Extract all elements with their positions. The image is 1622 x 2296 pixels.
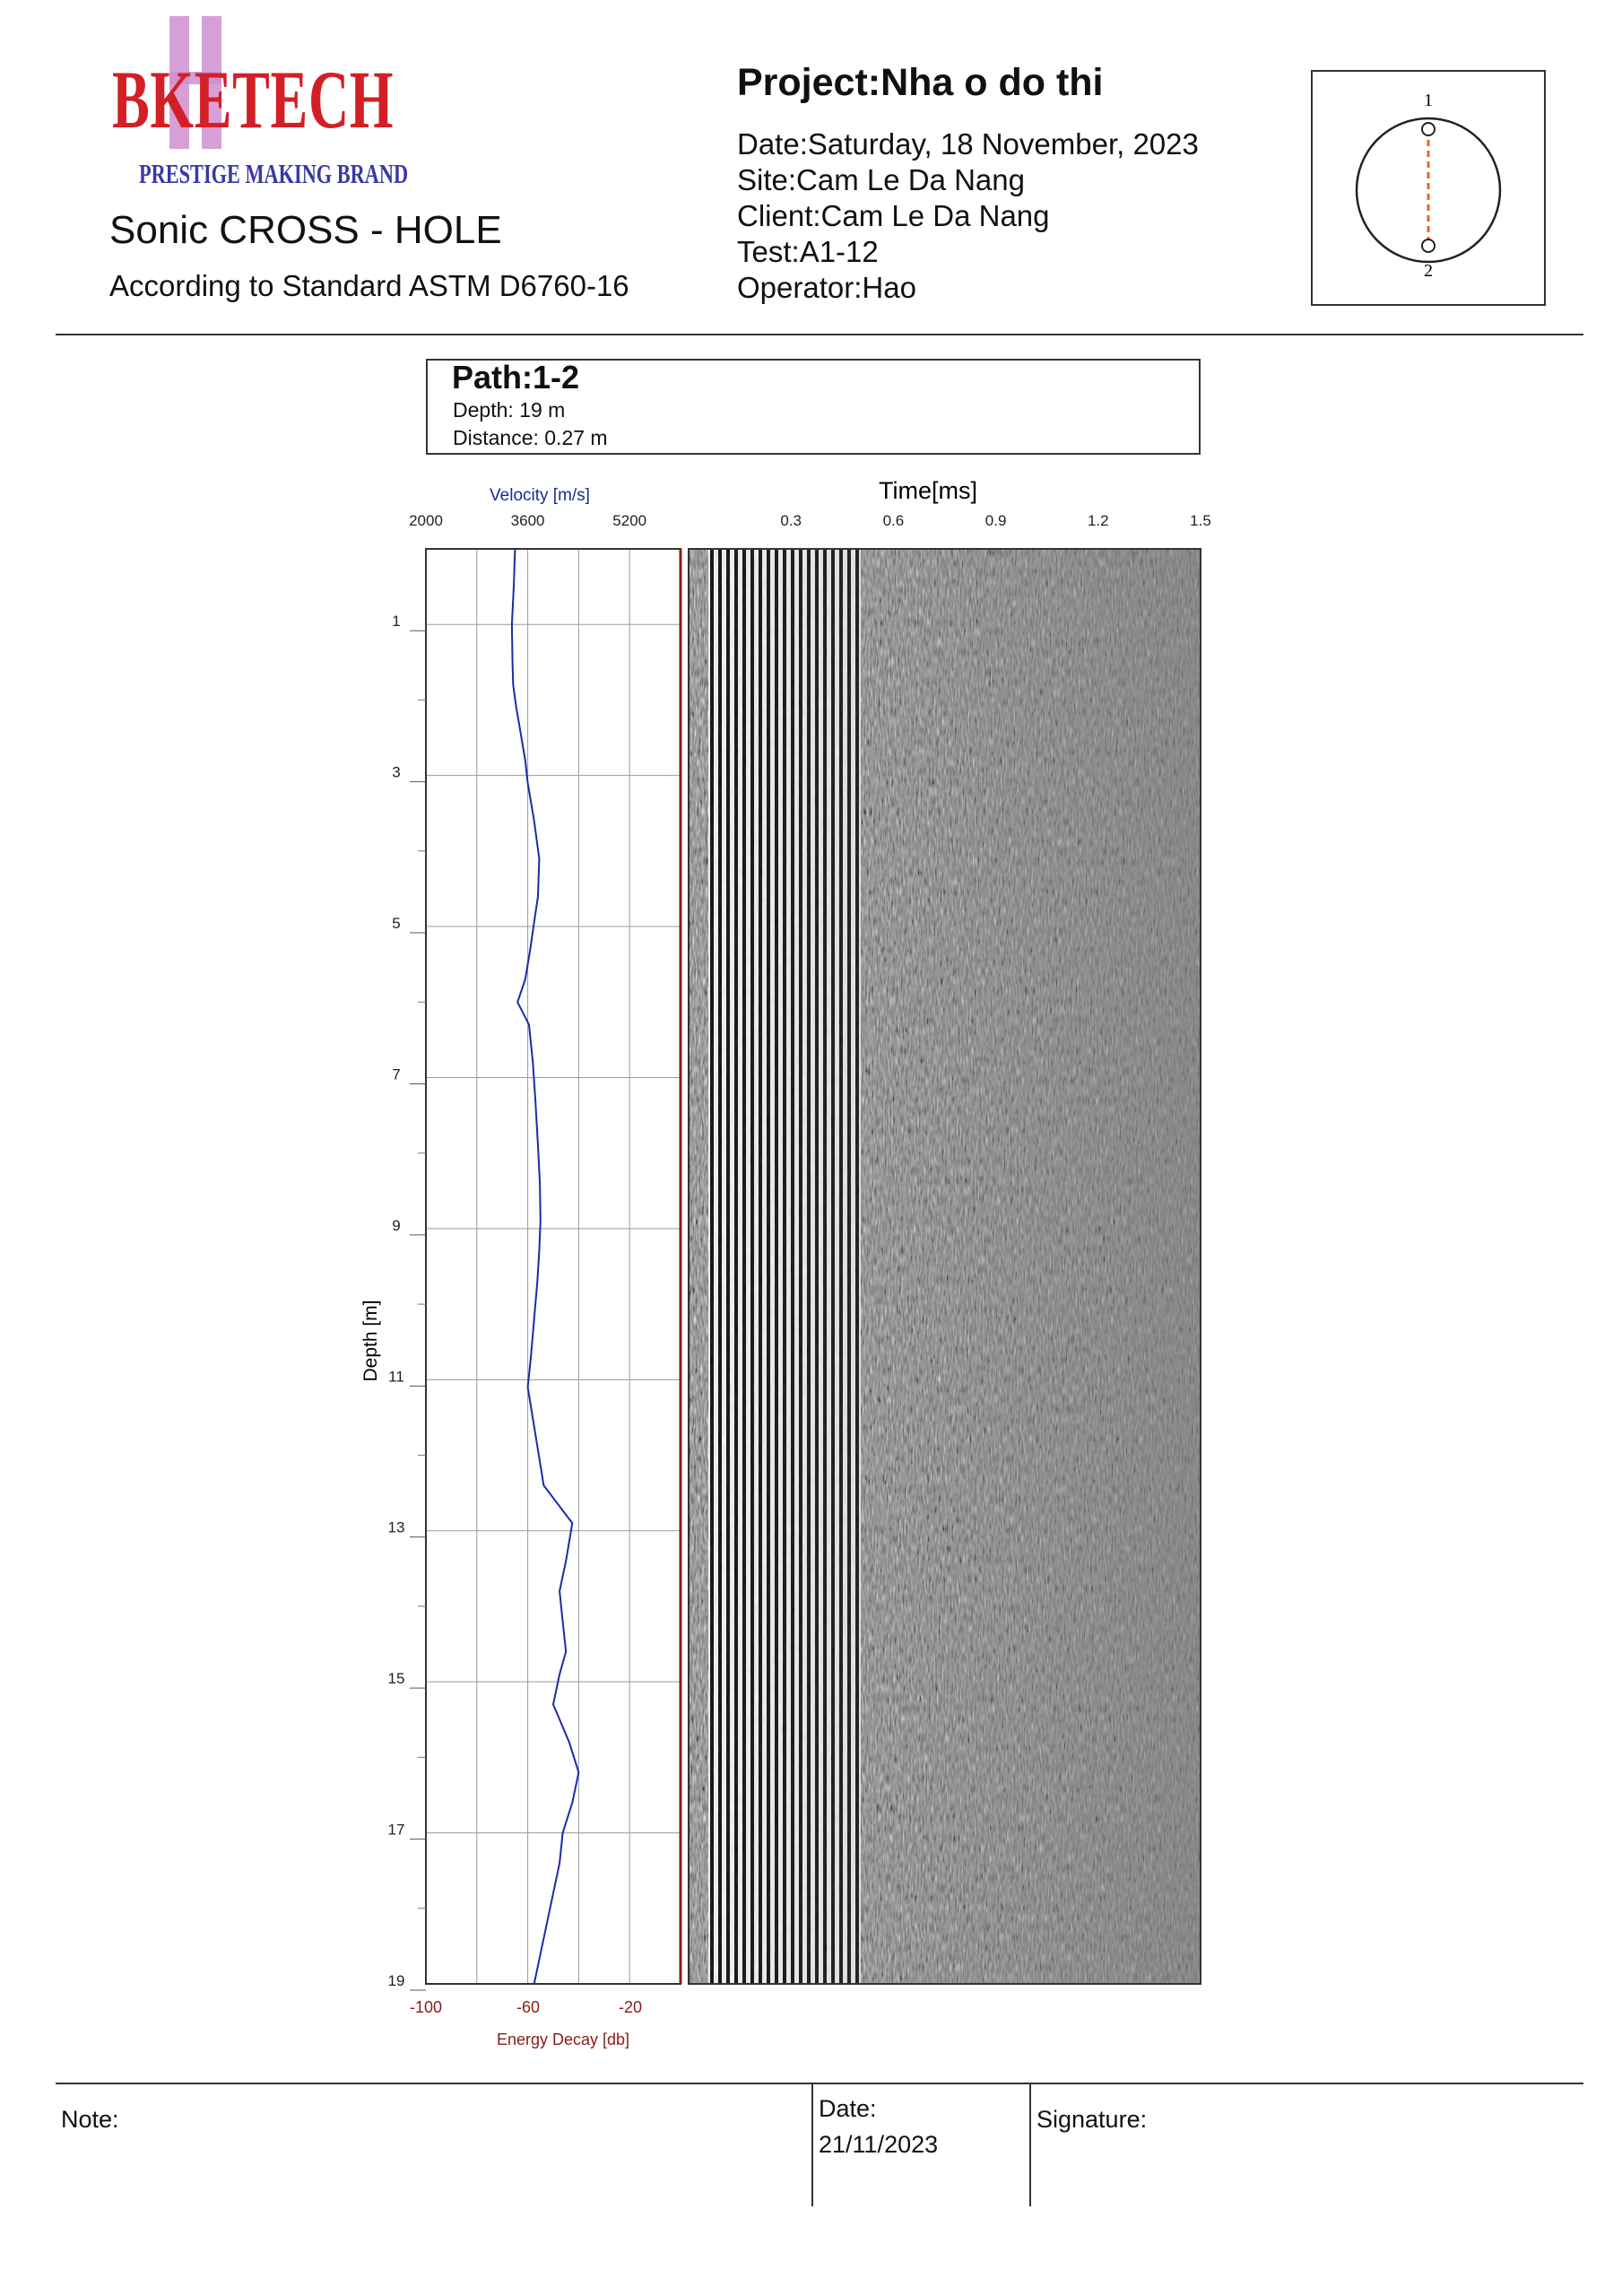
report-title: Sonic CROSS - HOLE: [109, 208, 502, 252]
date-value: 21/11/2023: [819, 2131, 939, 2158]
path-depth: Depth: 19 m: [453, 398, 566, 422]
path-distance: Distance: 0.27 m: [453, 426, 608, 449]
depth-tick-label: 17: [387, 1821, 405, 1839]
energy-tick-label: -60: [516, 1998, 541, 2016]
test-id: Test:A1-12: [737, 235, 879, 268]
tube-1-label: 1: [1424, 91, 1433, 110]
date-label: Date:: [819, 2095, 877, 2122]
depth-tick-label: 9: [392, 1216, 401, 1234]
project-title: Project:Nha o do thi: [737, 61, 1104, 104]
velocity-tick-label: 5200: [612, 512, 647, 529]
footer-separator-1: [811, 2083, 813, 2206]
waterfall-fade: [689, 549, 1201, 1984]
time-tick-label: 0.3: [780, 512, 802, 529]
depth-tick-label: 5: [392, 915, 401, 933]
velocity-series-line: [512, 549, 579, 1984]
depth-tick-label: 19: [387, 1972, 405, 1989]
tube-2-label: 2: [1424, 261, 1433, 281]
velocity-plot-frame: [426, 549, 681, 1984]
depth-tick-label: 13: [387, 1518, 405, 1536]
note-label: Note:: [61, 2106, 119, 2133]
logo-text: BKETECH: [112, 54, 395, 145]
footer-separator-2: [1029, 2083, 1031, 2206]
site: Site:Cam Le Da Nang: [737, 163, 1025, 196]
footer-divider: [56, 2083, 1583, 2084]
energy-tick-label: -100: [409, 1998, 443, 2016]
time-axis-label: Time[ms]: [879, 477, 977, 504]
time-tick-label: 0.9: [984, 512, 1007, 529]
energy-tick-label: -20: [618, 1998, 643, 2016]
velocity-tick-label: 3600: [510, 512, 545, 529]
time-tick-label: 0.6: [882, 512, 905, 529]
depth-axis-label: Depth [m]: [360, 1300, 381, 1382]
operator: Operator:Hao: [737, 271, 916, 304]
standard-text: According to Standard ASTM D6760-16: [109, 269, 629, 302]
waterfall-chart: [689, 477, 1211, 1984]
time-tick-label: 1.2: [1087, 512, 1109, 529]
test-date: Date:Saturday, 18 November, 2023: [737, 127, 1199, 161]
time-tick-label: 1.5: [1190, 512, 1211, 529]
depth-tick-label: 11: [388, 1368, 404, 1386]
depth-tick-label: 1: [392, 613, 401, 631]
depth-tick-label: 7: [392, 1065, 401, 1083]
logo-tagline: PRESTIGE MAKING BRAND: [139, 158, 409, 189]
depth-tick-label: 3: [392, 763, 401, 781]
velocity-chart: [360, 486, 681, 2048]
energy-axis-label: Energy Decay [db]: [496, 2031, 630, 2048]
client: Client:Cam Le Da Nang: [737, 199, 1050, 232]
signature-label: Signature:: [1037, 2106, 1148, 2133]
depth-tick-label: 15: [387, 1670, 405, 1688]
velocity-axis-label: Velocity [m/s]: [490, 486, 590, 505]
path-title: Path:1-2: [452, 359, 580, 396]
velocity-tick-label: 2000: [409, 512, 443, 529]
